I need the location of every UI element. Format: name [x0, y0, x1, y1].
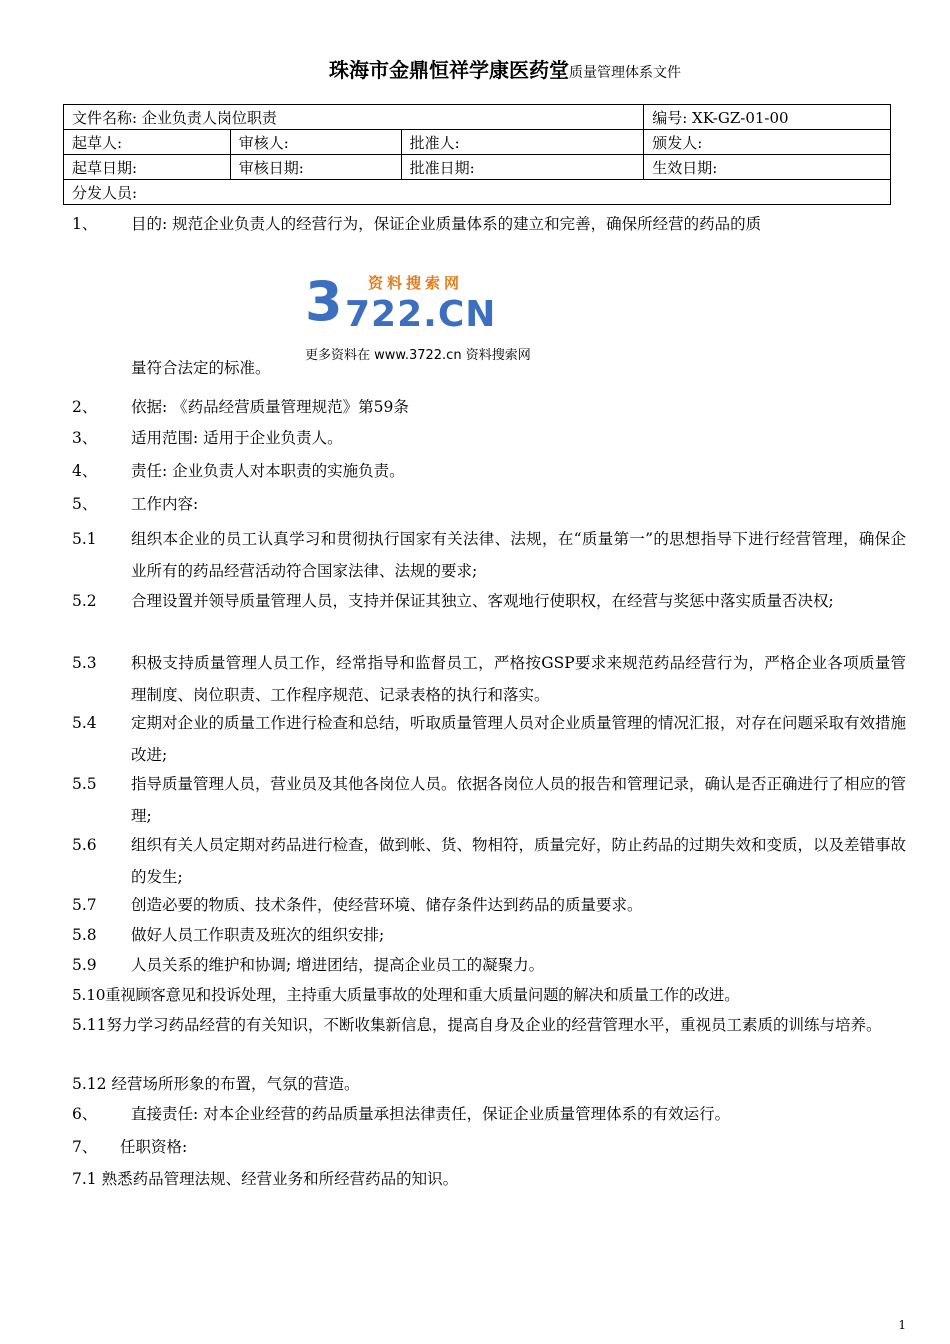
section-3 [72, 422, 906, 454]
section-5-4 [72, 707, 906, 771]
section-5-8 [72, 919, 906, 951]
effective-date-cell: 生效日期: [644, 155, 891, 180]
section-text: 任职资格: [120, 1138, 188, 1156]
approve-date-cell: 批准日期: [401, 155, 644, 180]
section-number: 5.3 [72, 654, 97, 672]
section-number: 1、 [72, 215, 98, 233]
section-text: 直接责任: 对本企业经营的药品质量承担法律责任，保证企业质量管理体系的有效运行。 [131, 1105, 731, 1123]
section-number: 7、 [72, 1138, 98, 1156]
section-text: 7.1 熟悉药品管理法规、经营业务和所经营药品的知识。 [72, 1170, 459, 1188]
section-number: 5.5 [72, 775, 97, 793]
doc-no-cell: 编号: XK-GZ-01-00 [644, 105, 891, 130]
watermark-tagline: 资料搜索网 [368, 274, 464, 292]
section-text: 定期对企业的质量工作进行检查和总结，听取质量管理人员对企业质量管理的情况汇报，对存在问题采取有效措施改进; [131, 714, 907, 764]
document-meta-table [63, 104, 891, 205]
section-5 [72, 488, 906, 520]
document-title [0, 54, 950, 83]
table-row [64, 180, 891, 205]
drafter-cell: 起草人: [64, 130, 231, 155]
section-number: 2、 [72, 398, 98, 416]
section-text: 组织本企业的员工认真学习和贯彻执行国家有关法律、法规，在“质量第一”的思想指导下进行经营管理，确保企业所有的药品经营活动符合国家法律、法规的要求; [131, 530, 906, 580]
table-row [64, 130, 891, 155]
section-text: 5.10重视顾客意见和投诉处理，主持重大质量事故的处理和重大质量问题的解决和质量工作的改进。 [72, 986, 740, 1004]
section-text: 指导质量管理人员，营业员及其他各岗位人员。依据各岗位人员的报告和管理记录，确认是否正确进行了相应的管理; [131, 775, 907, 825]
section-5-5 [72, 768, 906, 832]
section-number: 5.9 [72, 956, 97, 974]
section-5-7 [72, 889, 906, 921]
section-text: 做好人员工作职责及班次的组织安排; [131, 926, 385, 944]
section-text: 组织有关人员定期对药品进行检查，做到帐、货、物相符，质量完好，防止药品的过期失效和变质，以及差错事故的发生; [131, 836, 907, 886]
section-2 [72, 391, 906, 423]
section-7 [72, 1131, 906, 1163]
section-number: 4、 [72, 462, 98, 480]
issuer-cell: 颁发人: [644, 130, 891, 155]
section-number: 5.2 [72, 592, 97, 610]
section-text: 依据: 《药品经营质量管理规范》第59条 [131, 398, 409, 416]
section-number: 5.4 [72, 714, 97, 732]
section-6 [72, 1098, 906, 1130]
section-4 [72, 455, 906, 487]
review-date-cell: 审核日期: [230, 155, 401, 180]
distribution-cell: 分发人员: [64, 180, 891, 205]
section-number: 5.7 [72, 896, 97, 914]
section-text: 5.12 经营场所形象的布置，气氛的营造。 [72, 1075, 360, 1093]
company-name: 珠海市金鼎恒祥学康医药堂 [329, 58, 569, 82]
section-5-10 [72, 979, 906, 1011]
draft-date-cell: 起草日期: [64, 155, 231, 180]
section-5-2 [72, 585, 906, 617]
section-number: 3、 [72, 429, 98, 447]
section-1-continuation: 量符合法定的标准。 [131, 359, 271, 377]
section-number: 5、 [72, 495, 98, 513]
section-text: 积极支持质量管理人员工作，经常指导和监督员工，严格按GSP要求来规范药品经营行为，严格企业各项质量管理制度、岗位职责、工作程序规范、记录表格的执行和落实。 [131, 654, 906, 704]
table-row [64, 105, 891, 130]
section-number: 5.1 [72, 530, 97, 548]
section-number: 5.8 [72, 926, 97, 944]
section-1 [72, 208, 906, 240]
watermark-logo [305, 272, 595, 367]
table-row [64, 155, 891, 180]
approver-cell: 批准人: [401, 130, 644, 155]
watermark-digit: 3 [305, 270, 341, 333]
section-text: 适用范围: 适用于企业负责人。 [131, 429, 343, 447]
watermark-domain: 722.CN [345, 294, 497, 335]
section-text: 合理设置并领导质量管理人员，支持并保证其独立、客观地行使职权，在经营与奖惩中落实质量否决权; [131, 592, 834, 610]
section-number: 6、 [72, 1105, 98, 1123]
section-text: 责任: 企业负责人对本职责的实施负责。 [131, 462, 405, 480]
doc-name-cell: 文件名称: 企业负责人岗位职责 [64, 105, 644, 130]
section-number: 5.6 [72, 836, 97, 854]
section-text: 5.11努力学习药品经营的有关知识，不断收集新信息，提高自身及企业的经营管理水平，重视员工素质的训练与培养。 [72, 1016, 882, 1034]
section-text: 目的: 规范企业负责人的经营行为，保证企业质量体系的建立和完善，确保所经营的药品的质 [131, 215, 762, 233]
section-text: 创造必要的物质、技术条件，使经营环境、储存条件达到药品的质量要求。 [131, 896, 643, 914]
reviewer-cell: 审核人: [230, 130, 401, 155]
section-5-1 [72, 523, 906, 587]
section-7-1 [72, 1163, 906, 1195]
section-5-6 [72, 829, 906, 893]
system-name: 质量管理体系文件 [569, 65, 681, 81]
section-text: 人员关系的维护和协调; 增进团结，提高企业员工的凝聚力。 [131, 956, 545, 974]
section-text: 工作内容: [131, 495, 199, 513]
section-5-3 [72, 647, 906, 711]
section-5-9 [72, 949, 906, 981]
page-number: 1 [898, 1318, 906, 1332]
section-5-12 [72, 1068, 906, 1100]
watermark-caption: 更多资料在 www.3722.cn 资料搜索网 [305, 348, 531, 363]
section-5-11 [72, 1009, 906, 1041]
